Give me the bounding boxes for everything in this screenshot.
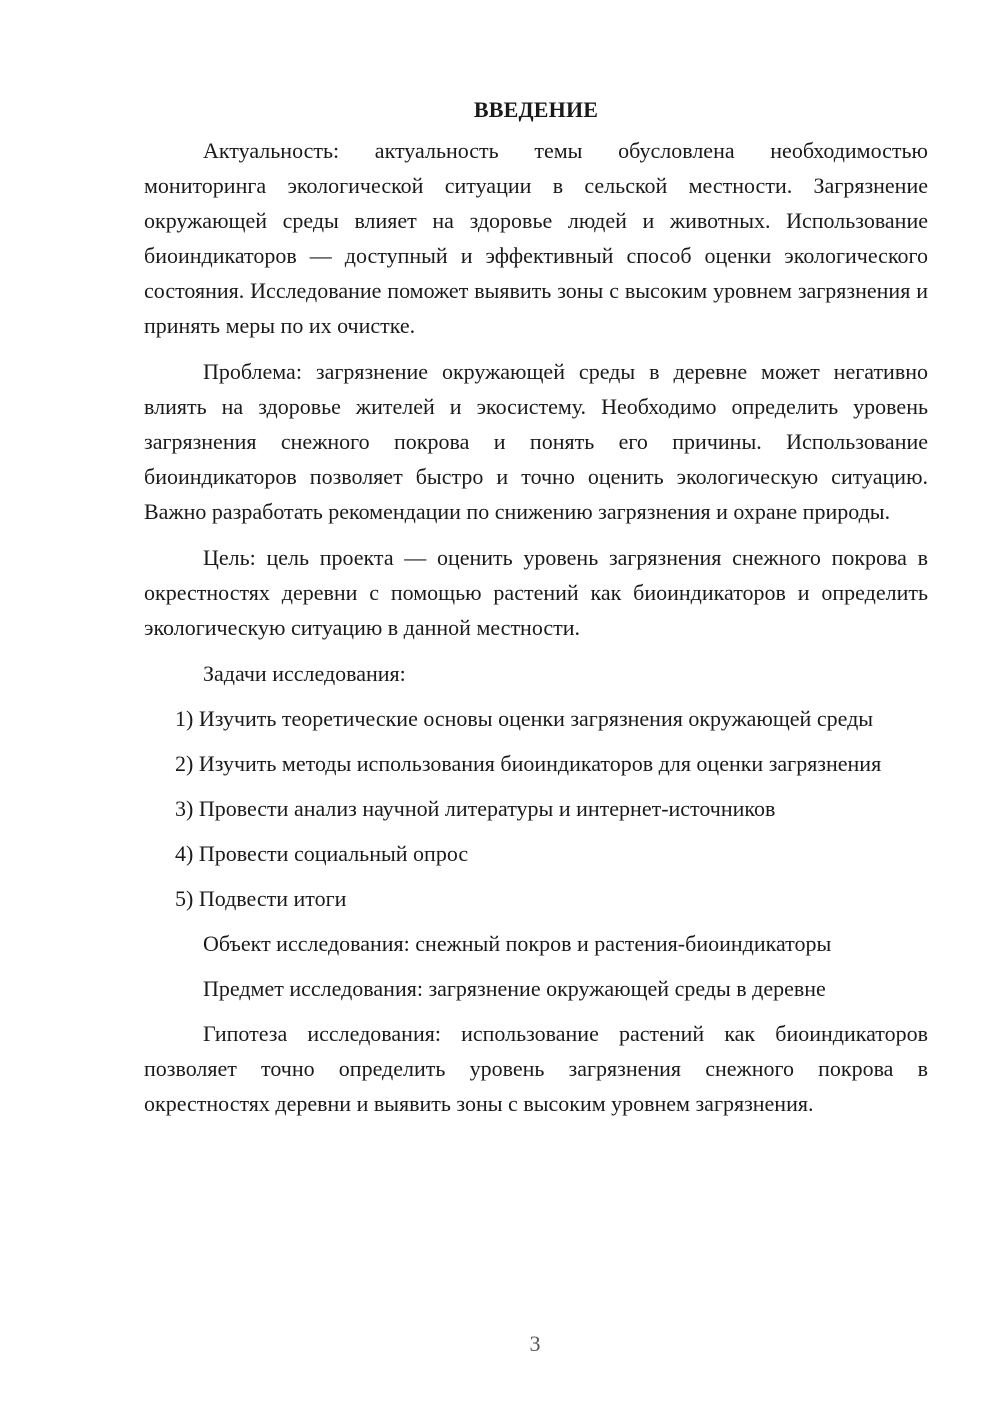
relevance-paragraph: Актуальность: актуальность темы обусловлена необходимостью мониторинга экологической ситуации в сельской местности. Загрязнение окружающей среды влияет на здоровье людей и животных. Использование биоиндикаторов — доступный и эффективный способ оценки экологического состояния. Исследование поможет выявить зоны с высоким уровнем загрязнения и принять меры по их очистке. xyxy=(144,138,928,338)
research-subject: Предмет исследования: загрязнение окружающей среды в деревне xyxy=(203,976,826,1001)
task-item: 1) Изучить теоретические основы оценки загрязнения окружающей среды xyxy=(175,706,874,731)
task-item: 5) Подвести итоги xyxy=(175,886,347,911)
page-body xyxy=(144,92,928,1132)
task-item: 4) Провести социальный опрос xyxy=(175,841,469,866)
task-item: 2) Изучить методы использования биоиндикаторов для оценки загрязнения xyxy=(175,751,882,776)
section-title: ВВЕДЕНИЕ xyxy=(473,97,599,122)
task-item: 3) Провести анализ научной литературы и интернет-источников xyxy=(175,796,776,821)
research-object: Объект исследования: снежный покров и растения-биоиндикаторы xyxy=(203,931,832,956)
tasks-heading: Задачи исследования: xyxy=(203,661,406,686)
page-number: 3 xyxy=(529,1331,541,1356)
problem-paragraph: Проблема: загрязнение окружающей среды в деревне может негативно влиять на здоровье жителей и экосистему. Необходимо определить уровень загрязнения снежного покрова и понять его причины. Использование биоиндикаторов позволяет быстро и точно оценить экологическую ситуацию. Важно разработать рекомендации по снижению загрязнения и охране природы. xyxy=(144,359,928,524)
goal-paragraph: Цель: цель проекта — оценить уровень загрязнения снежного покрова в окрестностях деревни с помощью растений как биоиндикаторов и определить экологическую ситуацию в данной местности. xyxy=(144,545,928,640)
hypothesis-paragraph: Гипотеза исследования: использование растений как биоиндикаторов позволяет точно определить уровень загрязнения снежного покрова в окрестностях деревни и выявить зоны с высоким уровнем загрязнения. xyxy=(144,1021,928,1116)
